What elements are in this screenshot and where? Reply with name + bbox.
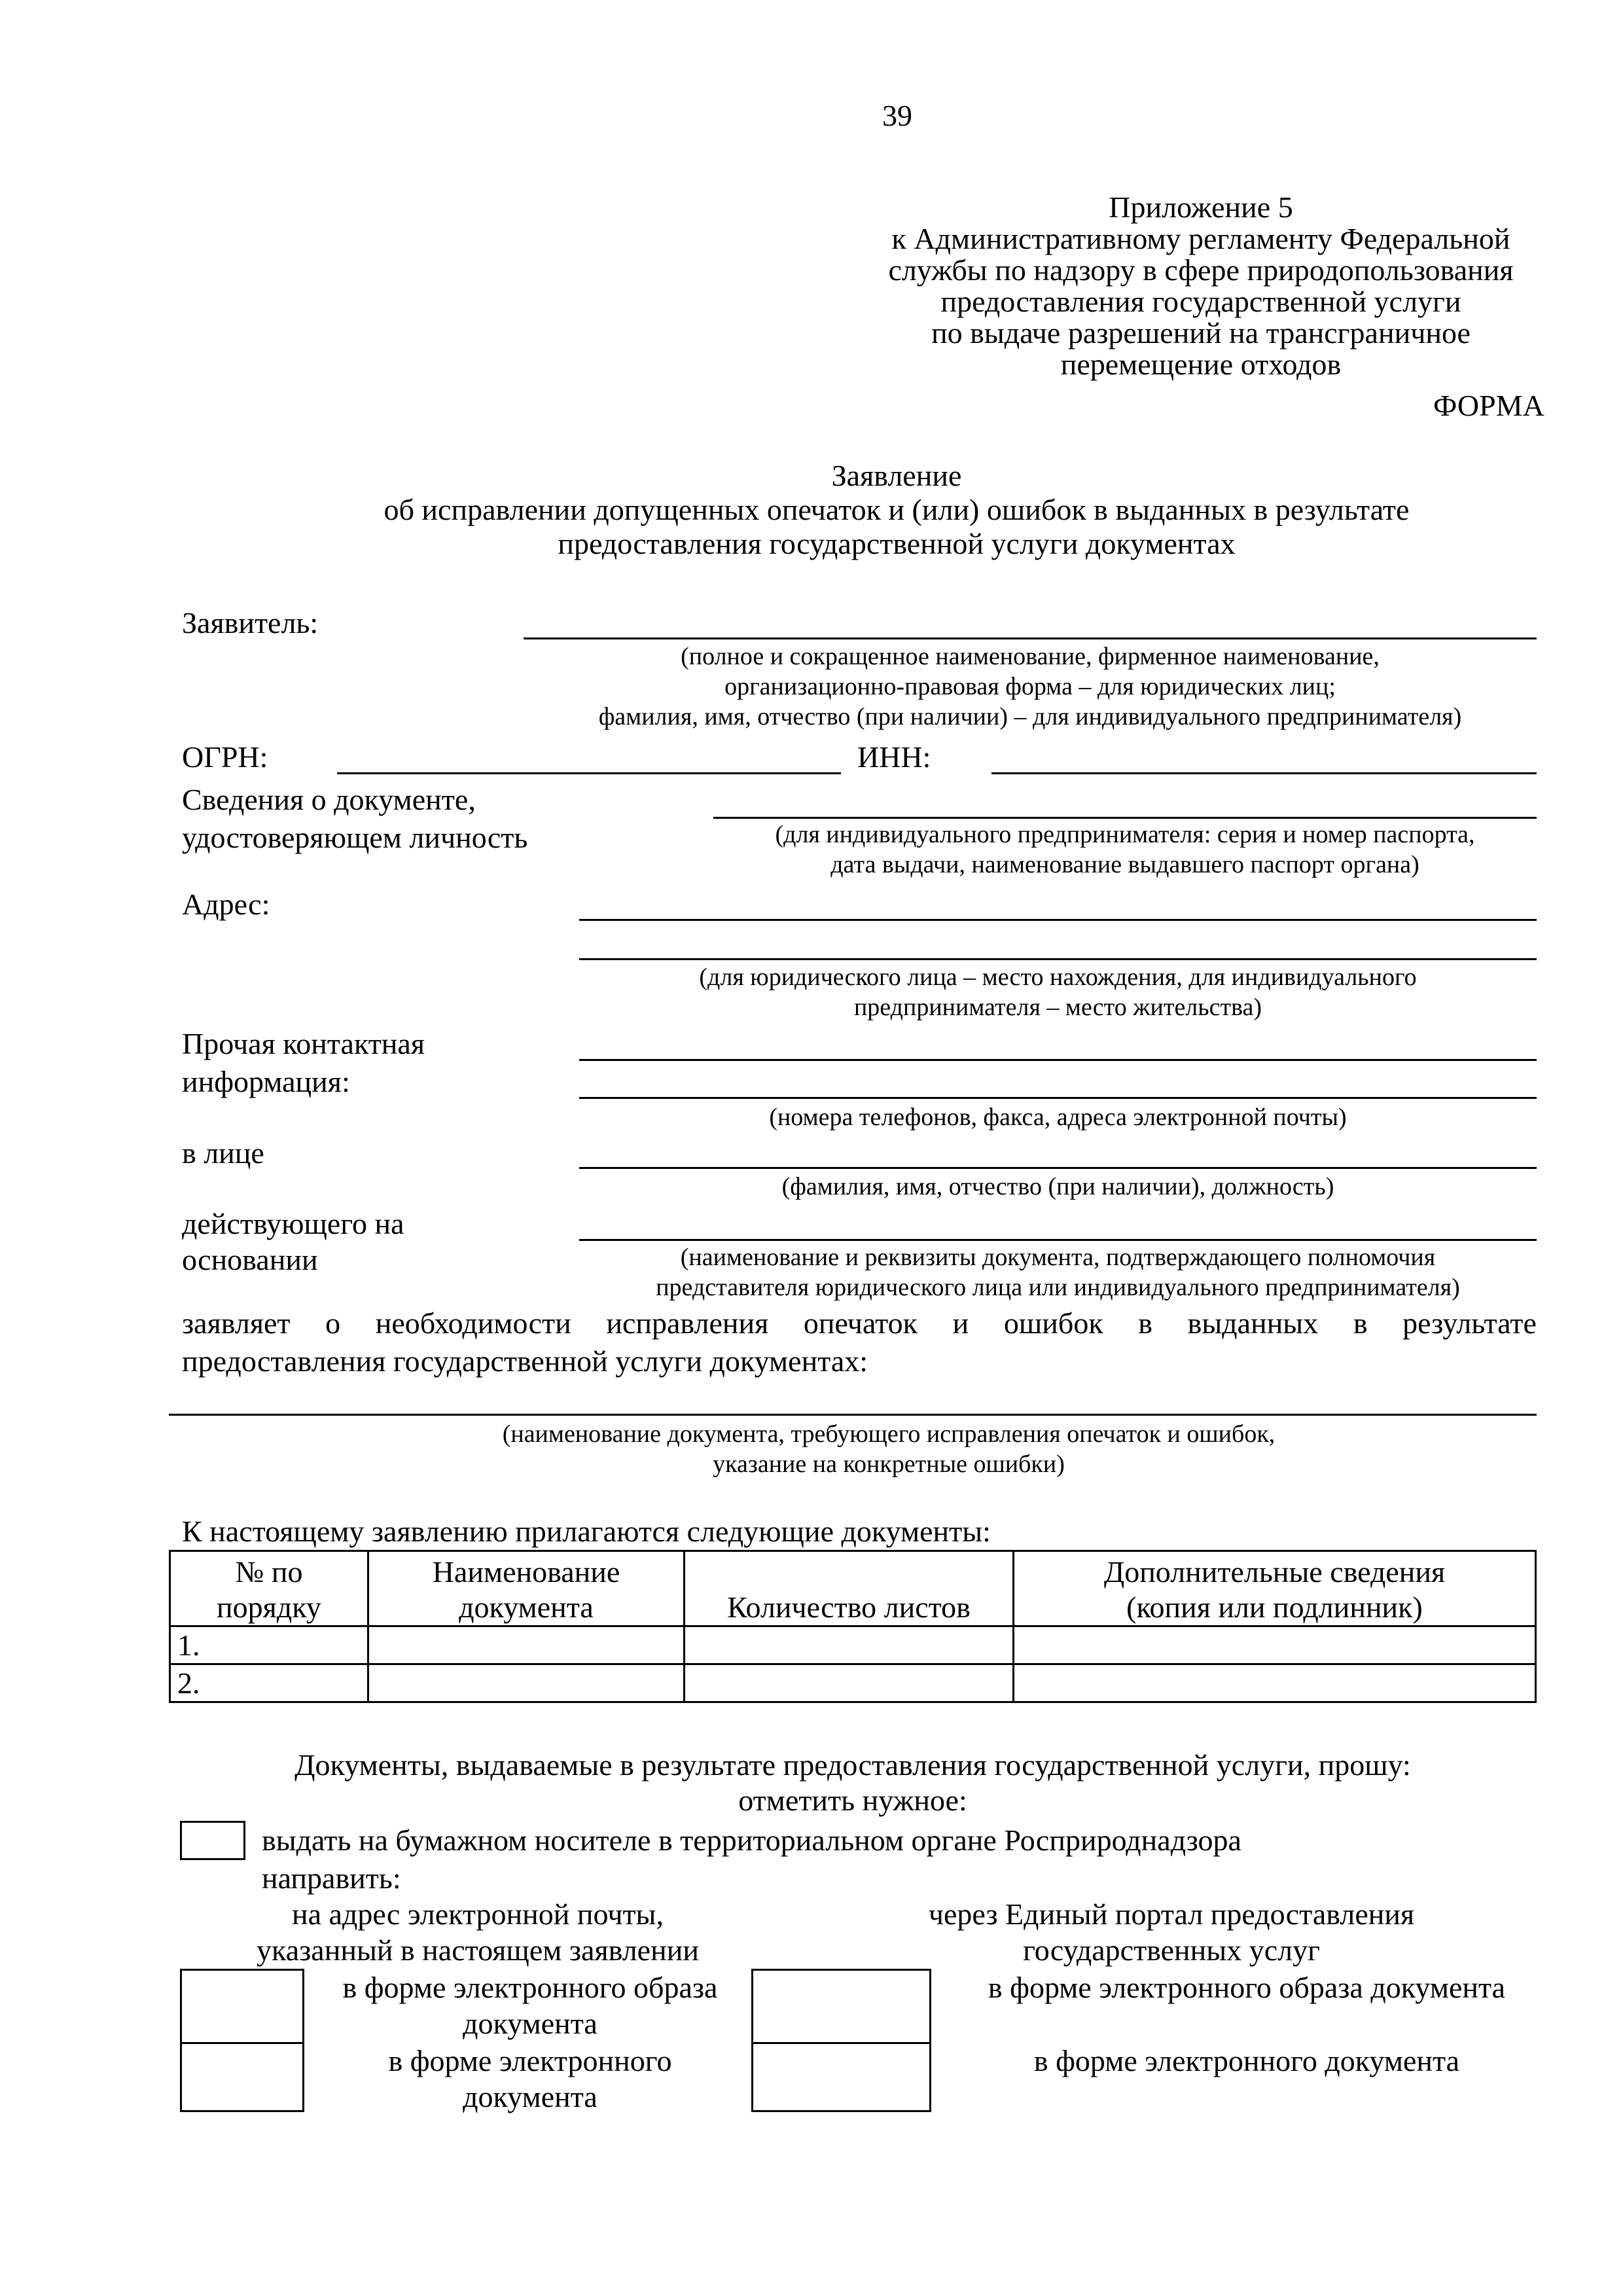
person-label: в лице — [182, 1136, 264, 1170]
portal-header: через Единый портал предоставления — [928, 1897, 1415, 1931]
document-title: Заявление — [831, 459, 962, 492]
document-subtitle-line: об исправлении допущенных опечаток и (или) ошибок в выданных в результате — [383, 493, 1410, 526]
delivery-intro: Документы, выдаваемые в результате предоставления государственной услуги, прошу: — [294, 1748, 1411, 1782]
address-field-line2[interactable] — [579, 958, 1537, 960]
column-header-name: Наименование документа — [368, 1551, 685, 1626]
person-field[interactable] — [579, 1167, 1537, 1169]
column-header-count: Количество листов — [685, 1551, 1014, 1626]
delivery-note: отметить нужное: — [738, 1784, 967, 1817]
field-hint: (номера телефонов, факса, адреса электронной почты) — [769, 1103, 1347, 1131]
portal-document-checkbox[interactable] — [751, 2042, 931, 2112]
inn-field[interactable] — [991, 772, 1537, 774]
table-cell[interactable] — [368, 1664, 685, 1702]
paper-option-label: выдать на бумажном носителе в территориальном органе Росприроднадзора — [262, 1823, 1241, 1857]
appendix-line: перемещение отходов — [1060, 348, 1342, 381]
field-hint: (для индивидуального предпринимателя: серия и номер паспорта, — [775, 821, 1475, 848]
appendix-line: службы по надзору в сфере природопользования — [888, 253, 1514, 287]
id-document-label: Сведения о документе, — [182, 783, 476, 816]
page-number: 39 — [882, 99, 912, 132]
appendix-line: к Административному регламенту Федеральной — [891, 222, 1510, 255]
field-hint: (для юридического лица – место нахождения, для индивидуального — [699, 963, 1417, 991]
table-row — [170, 1626, 1536, 1664]
attachments-table — [169, 1550, 1537, 1703]
statement-line: предоставления государственной услуги документах: — [182, 1344, 868, 1378]
applicant-name-field[interactable] — [524, 637, 1537, 639]
appendix-title: Приложение 5 — [1109, 190, 1293, 224]
email-document-label: в форме электронного — [388, 2044, 672, 2077]
row-number: 2. — [170, 1664, 368, 1702]
address-label: Адрес: — [182, 888, 270, 921]
field-hint: представителя юридического лица или индивидуального предпринимателя) — [656, 1274, 1460, 1301]
field-hint: организационно-правовая форма – для юридических лиц; — [724, 673, 1336, 700]
id-document-field[interactable] — [713, 817, 1537, 819]
documents-to-correct-field[interactable] — [169, 1414, 1537, 1416]
applicant-label: Заявитель: — [182, 606, 319, 639]
field-hint: указание на конкретные ошибки) — [713, 1450, 1065, 1478]
attachments-intro: К настоящему заявлению прилагаются следующие документы: — [182, 1515, 991, 1548]
email-document-checkbox[interactable] — [180, 2042, 304, 2112]
contact-field-line2[interactable] — [579, 1097, 1537, 1099]
table-header-row — [170, 1551, 1536, 1626]
contact-field-line1[interactable] — [579, 1059, 1537, 1061]
statement-line: заявляет о необходимости исправления опечаток и ошибок в выданных в результате — [182, 1306, 1537, 1340]
column-header-extra: Дополнительные сведения (копия или подлинник) — [1014, 1551, 1536, 1626]
send-label: направить: — [262, 1861, 401, 1895]
field-hint: (наименование документа, требующего исправления опечаток и ошибок, — [502, 1420, 1275, 1448]
contact-label: информация: — [182, 1065, 350, 1098]
paper-option-checkbox[interactable] — [180, 1821, 245, 1860]
table-cell[interactable] — [1014, 1664, 1536, 1702]
portal-document-label: в форме электронного документа — [1033, 2044, 1460, 2077]
ogrn-label: ОГРН: — [182, 740, 268, 774]
field-hint: фамилия, имя, отчество (при наличии) – для индивидуального предпринимателя) — [598, 703, 1462, 730]
appendix-line: предоставления государственной услуги — [940, 285, 1461, 318]
email-image-checkbox[interactable] — [180, 1969, 304, 2044]
column-header-number: № по порядку — [170, 1551, 368, 1626]
portal-header: государственных услуг — [1023, 1933, 1320, 1967]
table-cell[interactable] — [685, 1664, 1014, 1702]
inn-label: ИНН: — [857, 740, 931, 774]
address-field-line1[interactable] — [579, 919, 1537, 921]
contact-label: Прочая контактная — [182, 1027, 425, 1060]
field-hint: дата выдачи, наименование выдавшего паспорт органа) — [830, 851, 1419, 878]
appendix-line: по выдаче разрешений на трансграничное — [931, 316, 1471, 350]
email-header: на адрес электронной почты, — [292, 1897, 664, 1931]
document-subtitle-line: предоставления государственной услуги документах — [558, 527, 1236, 560]
table-cell[interactable] — [1014, 1626, 1536, 1664]
table-row — [170, 1664, 1536, 1702]
basis-label: основании — [182, 1243, 318, 1276]
field-hint: (полное и сокращенное наименование, фирменное наименование, — [681, 643, 1380, 670]
basis-label: действующего на — [182, 1207, 404, 1240]
table-cell[interactable] — [368, 1626, 685, 1664]
row-number: 1. — [170, 1626, 368, 1664]
portal-image-checkbox[interactable] — [751, 1969, 931, 2044]
field-hint: (фамилия, имя, отчество (при наличии), должность) — [781, 1173, 1334, 1200]
field-hint: предпринимателя – место жительства) — [853, 994, 1262, 1021]
basis-field[interactable] — [579, 1239, 1537, 1241]
email-image-label: документа — [463, 2007, 597, 2040]
email-image-label: в форме электронного образа — [342, 1971, 718, 2004]
field-hint: (наименование и реквизиты документа, подтверждающего полномочия — [680, 1244, 1436, 1271]
email-document-label: документа — [463, 2080, 597, 2113]
ogrn-field[interactable] — [337, 772, 841, 774]
portal-image-label: в форме электронного образа документа — [988, 1971, 1506, 2004]
email-header: указанный в настоящем заявлении — [257, 1933, 699, 1967]
form-label: ФОРМА — [1433, 389, 1544, 422]
table-cell[interactable] — [685, 1626, 1014, 1664]
id-document-label: удостоверяющем личность — [182, 821, 528, 854]
